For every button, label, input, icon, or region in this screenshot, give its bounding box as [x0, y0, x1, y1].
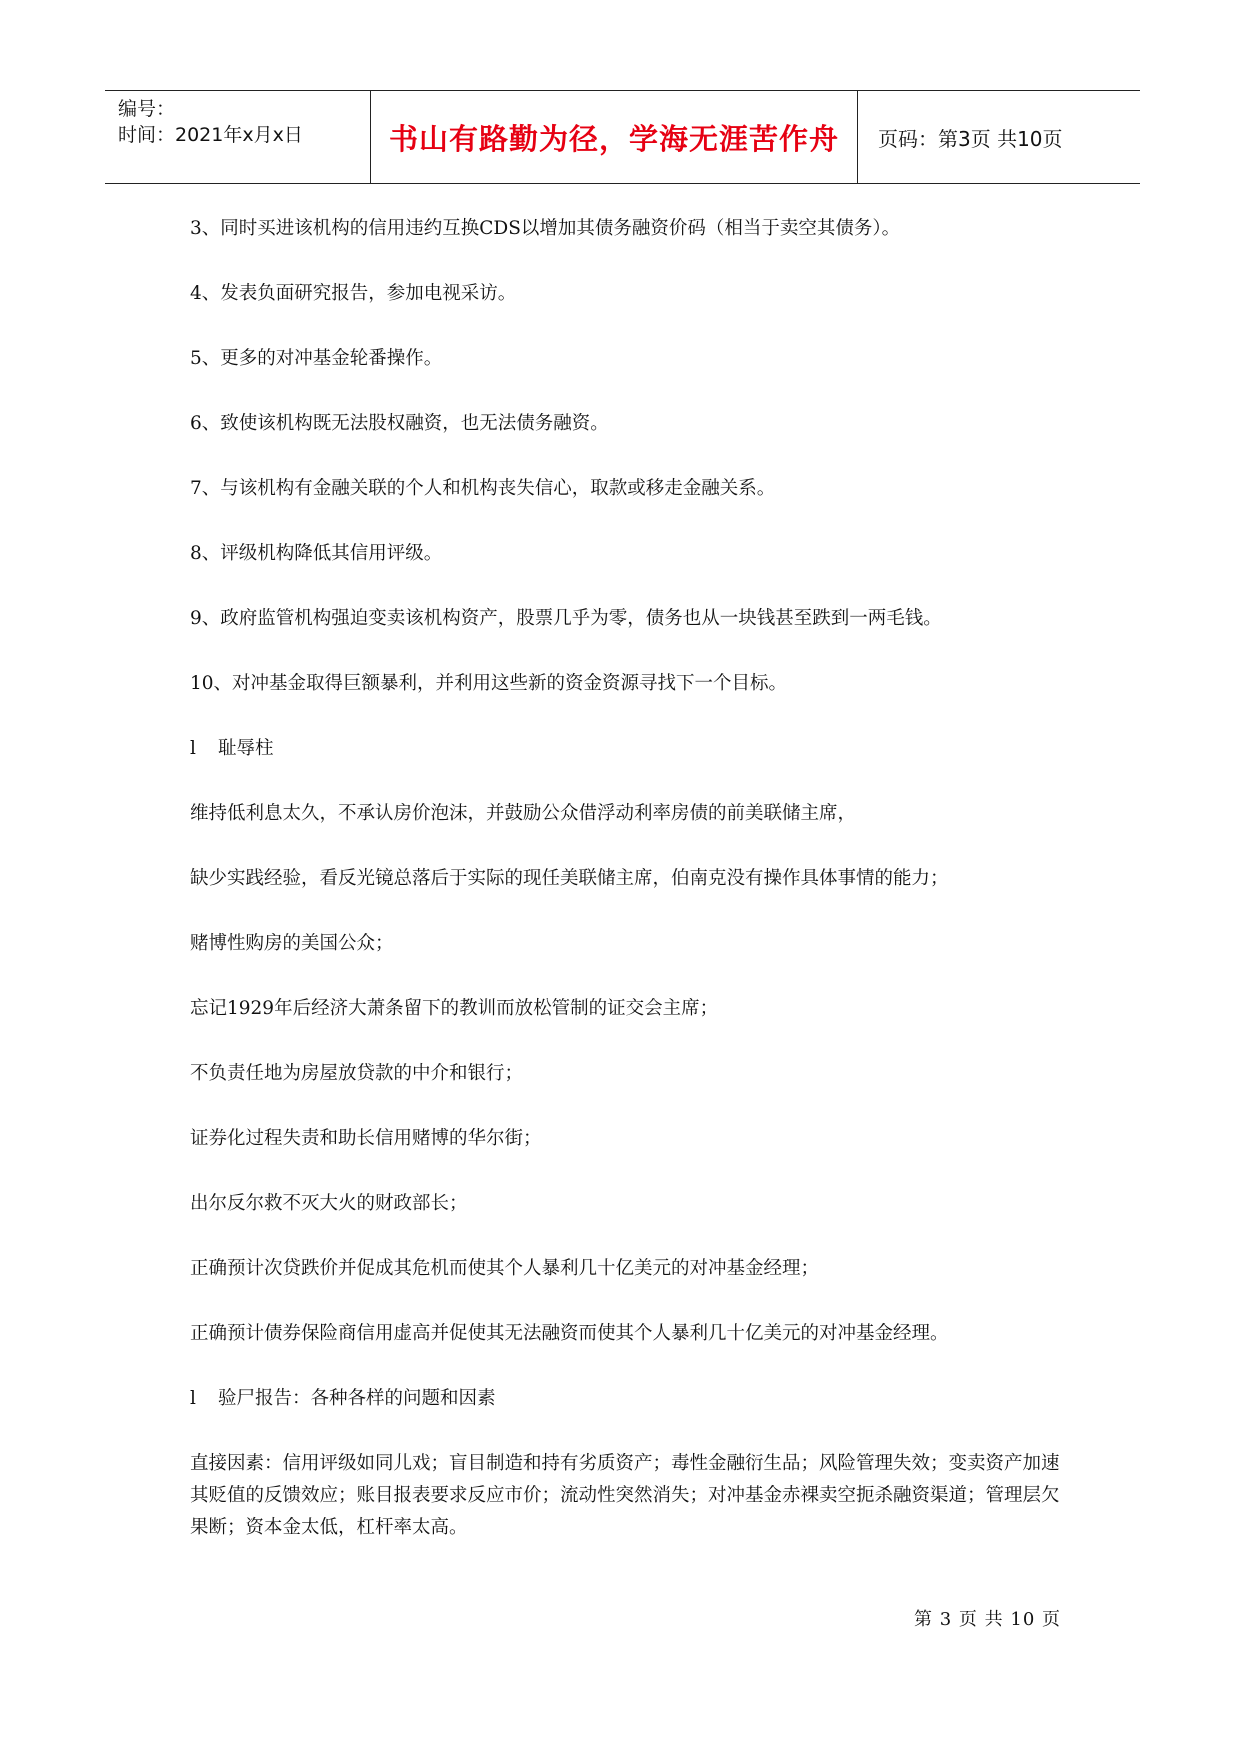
paragraph: 5、更多的对冲基金轮番操作。	[190, 348, 443, 369]
bullet-mark: l	[190, 1388, 196, 1409]
paragraph: 6、致使该机构既无法股权融资，也无法债务融资。	[190, 413, 609, 434]
shame-item: 维持低利息太久，不承认房价泡沫，并鼓励公众借浮动利率房债的前美联储主席，	[190, 803, 857, 824]
section-title: 耻辱柱	[218, 738, 274, 759]
time-label: 时间：2021年x月x日	[118, 124, 303, 146]
paragraph: 10、对冲基金取得巨额暴利，并利用这些新的资金资源寻找下一个目标。	[190, 673, 788, 694]
header-meta	[105, 91, 371, 183]
paragraph: 3、同时买进该机构的信用违约互换CDS以增加其债务融资价码（相当于卖空其债务）。	[190, 218, 901, 239]
section-title: 验尸报告：各种各样的问题和因素	[218, 1388, 496, 1409]
paragraph: 7、与该机构有金融关联的个人和机构丧失信心，取款或移走金融关系。	[190, 478, 776, 499]
shame-item: 证券化过程失责和助长信用赌博的华尔街；	[190, 1128, 542, 1149]
serial-label: 编号：	[118, 98, 176, 120]
section-heading-shame	[190, 733, 1070, 765]
document-body	[190, 213, 1070, 1544]
header-page-info: 页码：第3页 共10页	[878, 126, 1063, 151]
shame-item: 不负责任地为房屋放贷款的中介和银行；	[190, 1063, 524, 1084]
shame-item: 出尔反尔救不灭大火的财政部长；	[190, 1193, 468, 1214]
page-footer: 第 3 页 共 10 页	[914, 1609, 1061, 1630]
shame-item: 正确预计次贷跌价并促成其危机而使其个人暴利几十亿美元的对冲基金经理；	[190, 1258, 820, 1279]
paragraph: 4、发表负面研究报告，参加电视采访。	[190, 283, 517, 304]
paragraph: 9、政府监管机构强迫变卖该机构资产，股票几乎为零，债务也从一块钱甚至跌到一两毛钱。	[190, 608, 942, 629]
header-motto-cell	[371, 91, 858, 183]
shame-item: 赌博性购房的美国公众；	[190, 933, 394, 954]
paragraph: 8、评级机构降低其信用评级。	[190, 543, 443, 564]
shame-item: 正确预计债券保险商信用虚高并促使其无法融资而使其个人暴利几十亿美元的对冲基金经理。	[190, 1323, 949, 1344]
page-header	[105, 90, 1140, 184]
section-heading-autopsy	[190, 1383, 1070, 1415]
shame-item: 缺少实践经验，看反光镜总落后于实际的现任美联储主席，伯南克没有操作具体事情的能力；	[190, 868, 949, 889]
shame-item: 忘记1929年后经济大萧条留下的教训而放松管制的证交会主席；	[190, 998, 719, 1019]
bullet-mark: l	[190, 738, 196, 759]
direct-factors-paragraph: 直接因素：信用评级如同儿戏；盲目制造和持有劣质资产；毒性金融衍生品；风险管理失效；变卖资产加速其贬值的反馈效应；账目报表要求反应市价；流动性突然消失；对冲基金赤裸卖空扼杀融资渠道；管理层欠果断；资本金太低，杠杆率太高。	[190, 1453, 1060, 1538]
header-motto: 书山有路勤为径，学海无涯苦作舟	[388, 121, 839, 156]
